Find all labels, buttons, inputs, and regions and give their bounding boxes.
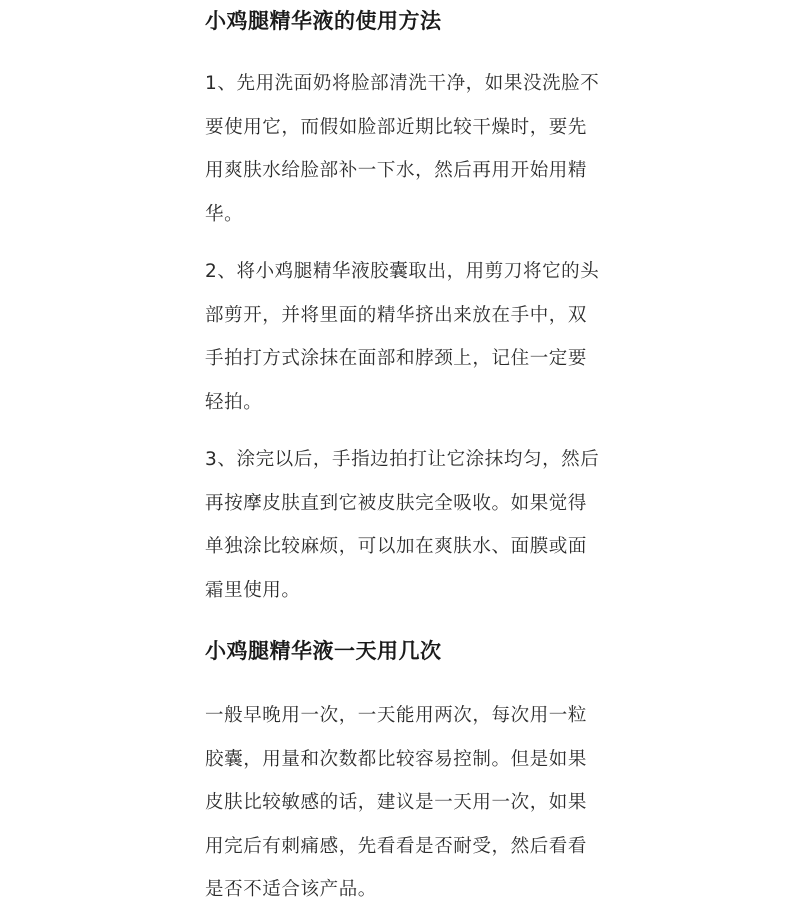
section-heading-usage: 小鸡腿精华液的使用方法 [205,9,442,33]
paragraph-frequency: 一般早晚用一次，一天能用两次，每次用一粒胶囊，用量和次数都比较容易控制。但是如果皮肤比较敏感的话，建议是一天用一次，如果用完后有刺痛感，先看看是否耐受，然后看看是否不适合该产品。 [205,705,588,900]
paragraph-step-3: 3、涂完以后，手指边拍打让它涂抹均匀，然后再按摩皮肤直到它被皮肤完全吸收。如果觉得单独涂比较麻烦，可以加在爽肤水、面膜或面霜里使用。 [205,449,600,601]
paragraph-step-1: 1、先用洗面奶将脸部清洗干净，如果没洗脸不要使用它，而假如脸部近期比较干燥时，要先用爽肤水给脸部补一下水，然后再用开始用精华。 [205,73,600,225]
article [205,6,605,912]
paragraph-step-2: 2、将小鸡腿精华液胶囊取出，用剪刀将它的头部剪开，并将里面的精华挤出来放在手中，双手拍打方式涂抹在面部和脖颈上，记住一定要轻拍。 [205,261,600,413]
section-heading-frequency: 小鸡腿精华液一天用几次 [205,639,442,663]
